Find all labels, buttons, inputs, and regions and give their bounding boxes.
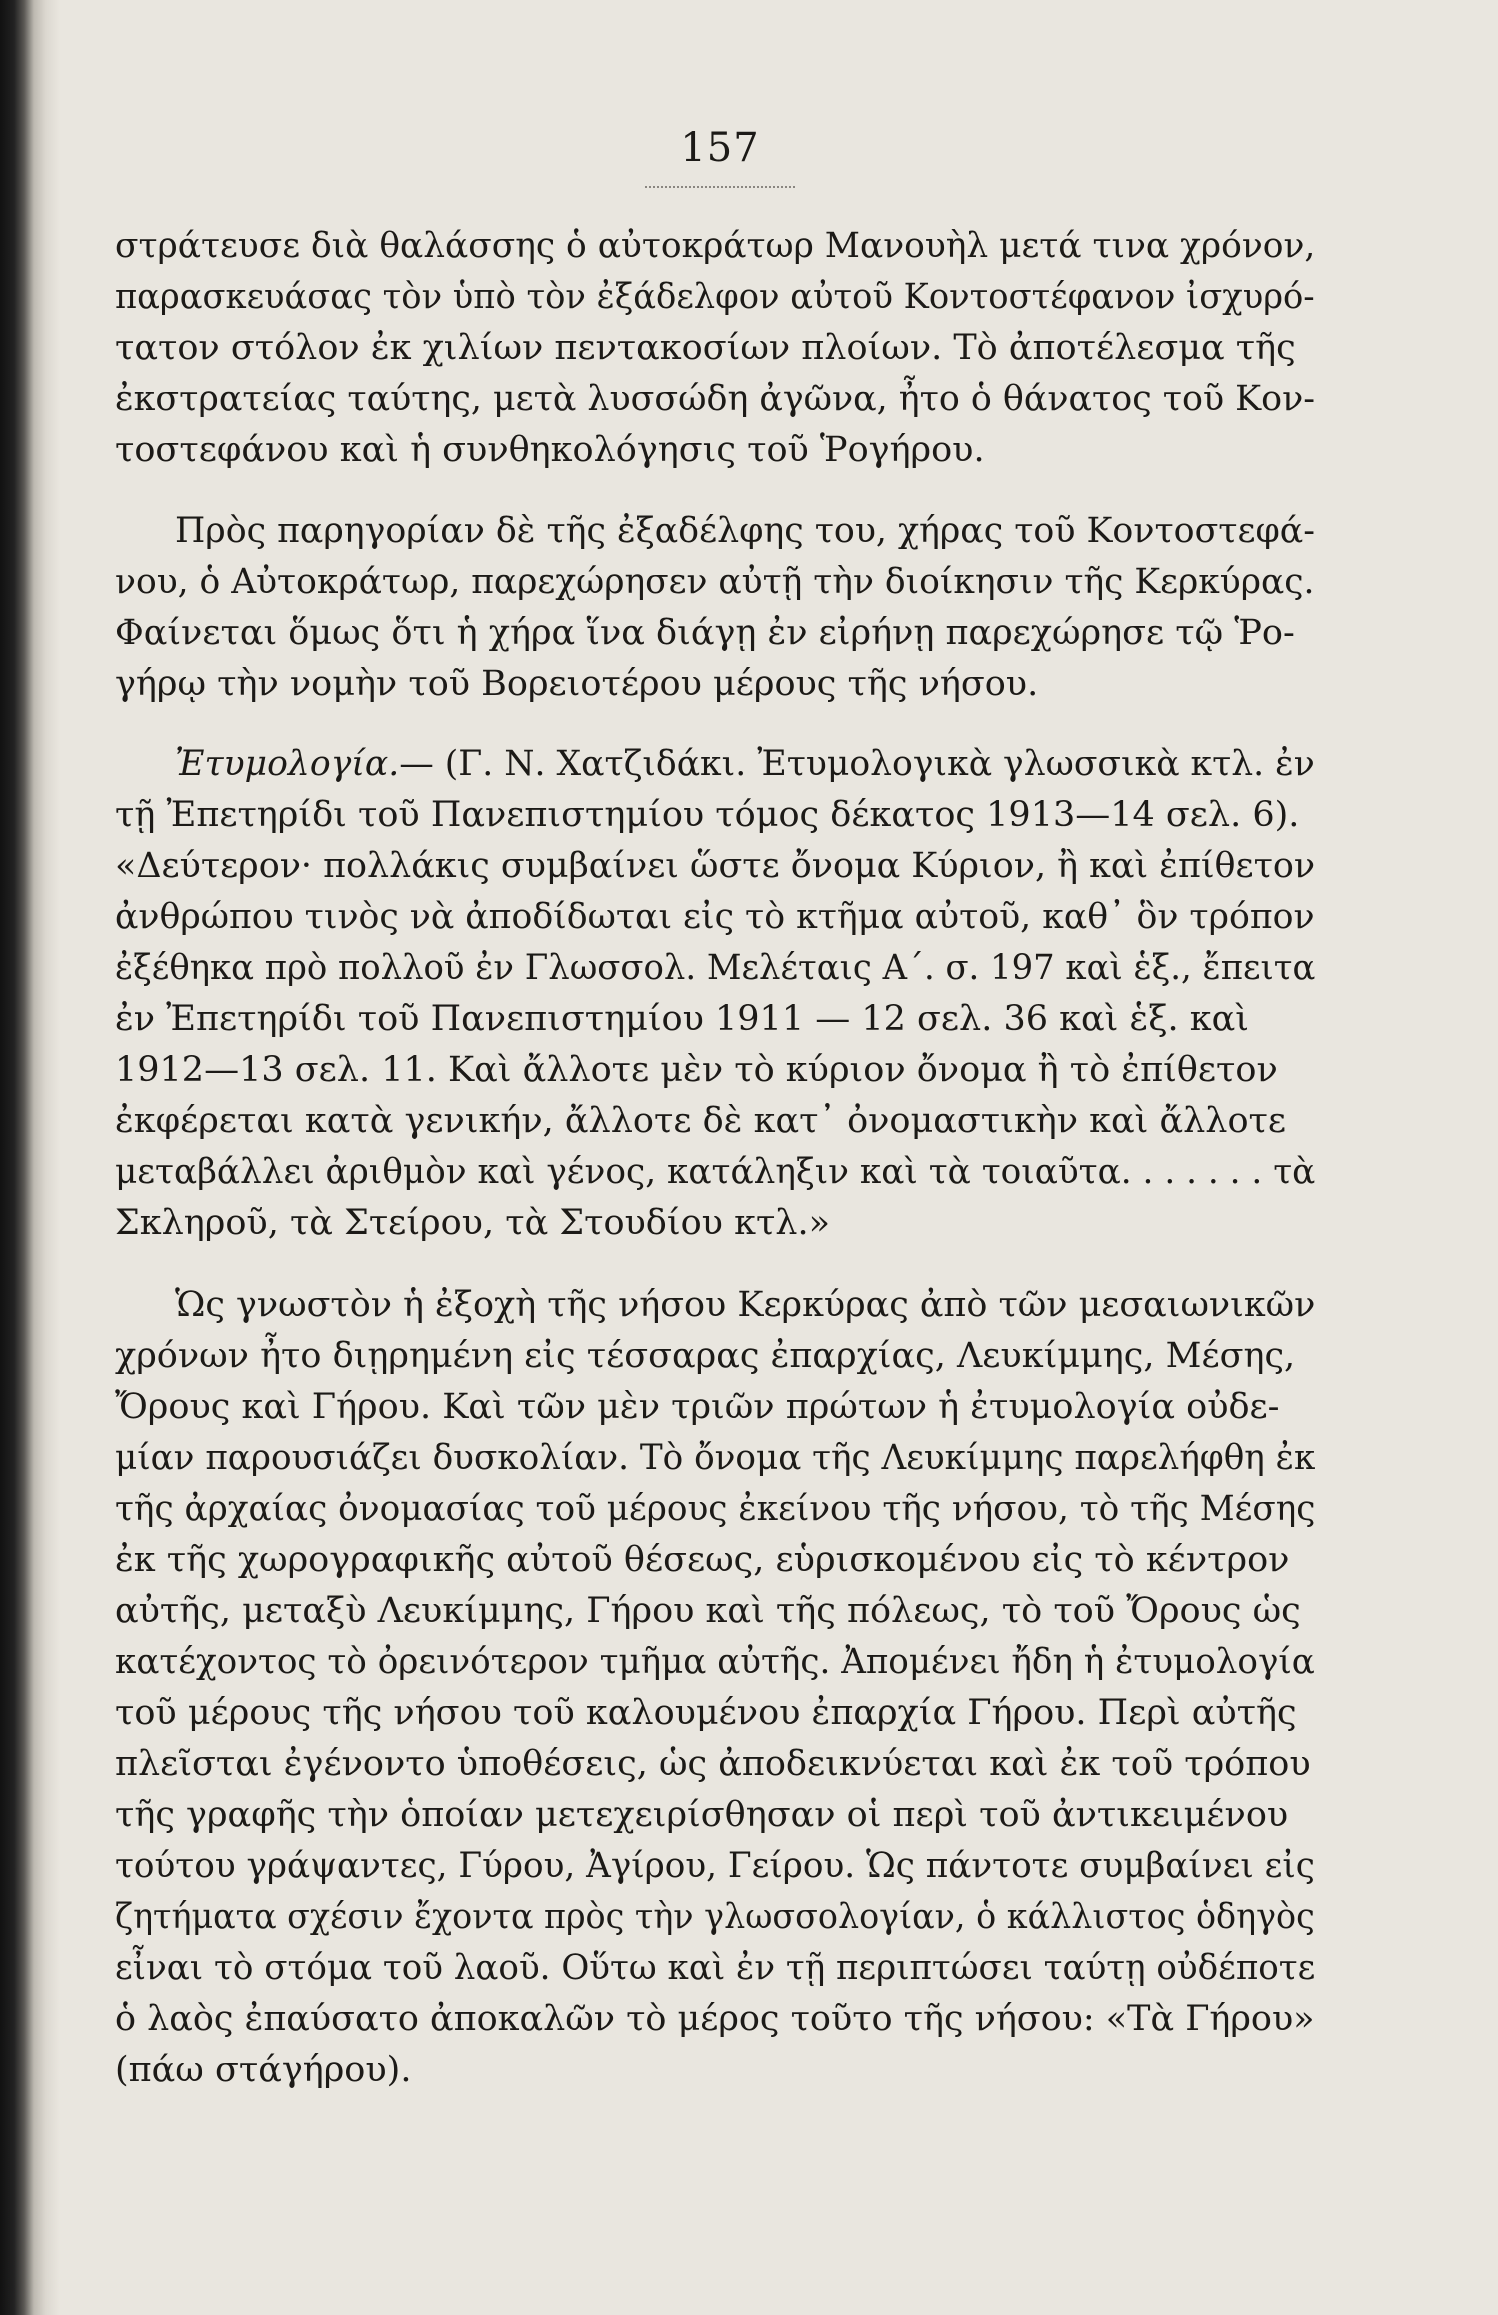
text-line: τατον στόλον ἐκ χιλίων πεντακοσίων πλοίων. Τὸ ἀποτέλεσμα τῆς [115, 328, 1296, 368]
text-line: αὐτῆς, μεταξὺ Λευκίμμης, Γήρου καὶ τῆς πόλεως, τὸ τοῦ Ὄρους ὡς [115, 1591, 1301, 1631]
text-line [175, 740, 1315, 788]
text-line: παρασκευάσας τὸν ὑπὸ τὸν ἐξάδελφον αὐτοῦ Κοντοστέφανον ἰσχυρό- [115, 277, 1315, 317]
text-line: ὁ λαὸς ἐπαύσατο ἀποκαλῶν τὸ μέρος τοῦτο τῆς νήσου: «Τὰ Γήρου» [115, 1999, 1315, 2039]
text-line: τοῦ μέρους τῆς νήσου τοῦ καλουμένου ἐπαρχία Γήρου. Περὶ αὐτῆς [115, 1693, 1297, 1733]
text-line: χρόνων ἦτο διῃρημένη εἰς τέσσαρας ἐπαρχίας, Λευκίμμης, Μέσης, [115, 1336, 1296, 1376]
text-line: Φαίνεται ὅμως ὅτι ἡ χήρα ἵνα διάγῃ ἐν εἰρήνῃ παρεχώρησε τῷ Ῥο- [115, 613, 1295, 653]
text-line: ἀνθρώπου τινὸς νὰ ἀποδίδωται εἰς τὸ κτῆμα αὐτοῦ, καθ᾽ ὃν τρόπον [115, 897, 1315, 937]
text-line: (πάω στάγήρου). [115, 2050, 412, 2090]
page-number: 157 [680, 125, 760, 171]
text-line: ἐκφέρεται κατὰ γενικήν, ἄλλοτε δὲ κατ᾽ ὀνομαστικὴν καὶ ἄλλοτε [115, 1101, 1287, 1141]
text-line: ἐν Ἐπετηρίδι τοῦ Πανεπιστημίου 1911 — 12 σελ. 36 καὶ ἑξ. καὶ [115, 999, 1250, 1039]
header-rule [645, 186, 795, 189]
text-line: τῆς ἀρχαίας ὀνομασίας τοῦ μέρους ἐκείνου τῆς νήσου, τὸ τῆς Μέσης [115, 1489, 1316, 1529]
text-line: εἶναι τὸ στόμα τοῦ λαοῦ. Οὕτω καὶ ἐν τῇ περιπτώσει ταύτῃ οὐδέποτε [115, 1948, 1316, 1988]
text-line: «Δεύτερον· πολλάκις συμβαίνει ὥστε ὄνομα Κύριον, ἢ καὶ ἐπίθετον [115, 846, 1316, 886]
text-line: γήρῳ τὴν νομὴν τοῦ Βορειοτέρου μέρους τῆς νήσου. [115, 664, 1039, 704]
text-line: Ὄρους καὶ Γήρου. Καὶ τῶν μὲν τριῶν πρώτων ἡ ἐτυμολογία οὐδε- [115, 1387, 1280, 1427]
book-spine-shadow [0, 0, 60, 2315]
text-line: στράτευσε διὰ θαλάσσης ὁ αὐτοκράτωρ Μανουὴλ μετά τινα χρόνον, [115, 226, 1316, 266]
text-line: πλεῖσται ἐγένοντο ὑποθέσεις, ὡς ἀποδεικνύεται καὶ ἐκ τοῦ τρόπου [115, 1744, 1311, 1784]
text-run: — (Γ. Ν. Χατζιδάκι. Ἐτυμολογικὰ γλωσσικὰ κτλ. ἐν [399, 744, 1315, 784]
section-lead: Ἐτυμολογία. [175, 744, 400, 784]
text-line: ἐκστρατείας ταύτης, μετὰ λυσσώδη ἀγῶνα, ἦτο ὁ θάνατος τοῦ Κον- [115, 379, 1316, 419]
text-line: νου, ὁ Αὐτοκράτωρ, παρεχώρησεν αὐτῇ τὴν διοίκησιν τῆς Κερκύρας. [115, 562, 1315, 602]
text-line: τούτου γράψαντες, Γύρου, Ἀγίρου, Γείρου. Ὡς πάντοτε συμβαίνει εἰς [115, 1846, 1315, 1886]
text-line: Σκληροῦ, τὰ Στείρου, τὰ Στουδίου κτλ.» [115, 1203, 831, 1243]
text-line: τῇ Ἐπετηρίδι τοῦ Πανεπιστημίου τόμος δέκατος 1913—14 σελ. 6). [115, 795, 1300, 835]
text-line: 1912—13 σελ. 11. Καὶ ἄλλοτε μὲν τὸ κύριον ὄνομα ἢ τὸ ἐπίθετον [115, 1050, 1278, 1090]
text-line: ἐξέθηκα πρὸ πολλοῦ ἐν Γλωσσολ. Μελέταις Α΄. σ. 197 καὶ ἑξ., ἔπειτα [115, 948, 1316, 988]
text-line: τοστεφάνου καὶ ἡ συνθηκολόγησις τοῦ Ῥογήρου. [115, 430, 985, 470]
text-line: μίαν παρουσιάζει δυσκολίαν. Τὸ ὄνομα τῆς Λευκίμμης παρελήφθη ἐκ [115, 1438, 1316, 1478]
text-line: τῆς γραφῆς τὴν ὁποίαν μετεχειρίσθησαν οἱ περὶ τοῦ ἀντικειμένου [115, 1795, 1289, 1835]
text-line: ἐκ τῆς χωρογραφικῆς αὐτοῦ θέσεως, εὑρισκομένου εἰς τὸ κέντρον [115, 1540, 1290, 1580]
text-line: Πρὸς παρηγορίαν δὲ τῆς ἐξαδέλφης του, χήρας τοῦ Κοντοστεφά- [175, 511, 1315, 551]
text-line: κατέχοντος τὸ ὀρεινότερον τμῆμα αὐτῆς. Ἀπομένει ἤδη ἡ ἐτυμολογία [115, 1642, 1315, 1682]
text-line: μεταβάλλει ἀριθμὸν καὶ γένος, κατάληξιν καὶ τὰ τοιαῦτα. . . . . . . τὰ [115, 1152, 1316, 1192]
text-line: Ὡς γνωστὸν ἡ ἐξοχὴ τῆς νήσου Κερκύρας ἀπὸ τῶν μεσαιωνικῶν [175, 1285, 1316, 1325]
text-line: ζητήματα σχέσιν ἔχοντα πρὸς τὴν γλωσσολογίαν, ὁ κάλλιστος ὁδηγὸς [115, 1897, 1315, 1937]
